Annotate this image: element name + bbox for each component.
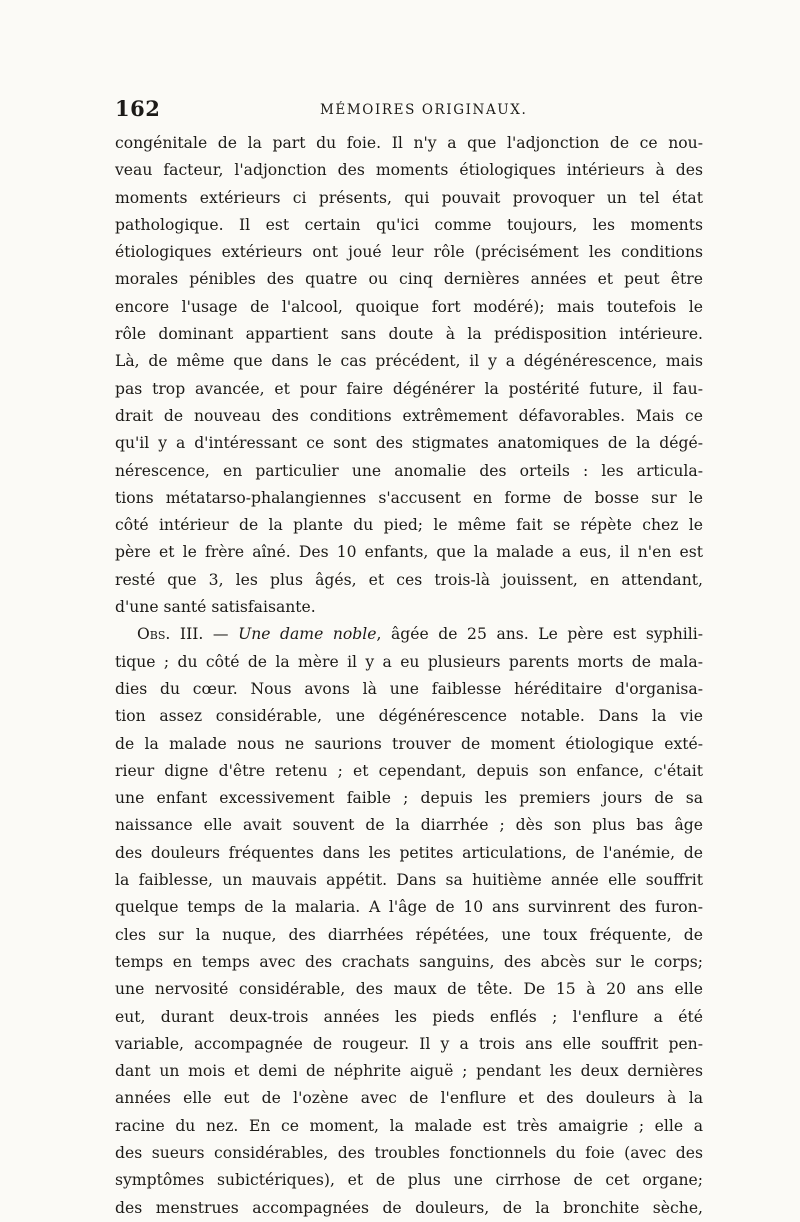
text-line: tique ; du côté de la mère il y a eu plusieurs parents morts de mala- — [115, 652, 703, 671]
text-line: racine du nez. En ce moment, la malade est très amaigrie ; elle a — [115, 1116, 703, 1135]
text-line: dies du cœur. Nous avons là une faiblesse héréditaire d'organisa- — [115, 679, 703, 698]
text-line: des menstrues accompagnées de douleurs, de la bronchite sèche, — [115, 1198, 703, 1217]
text-line: pas trop avancée, et pour faire dégénérer la postérité future, il fau- — [115, 379, 703, 398]
observation-first-line: , âgée de 25 ans. Le père est syphili- — [376, 625, 703, 644]
text-line: resté que 3, les plus âgés, et ces trois-là jouissent, en attendant, — [115, 570, 703, 589]
text-line: une enfant excessivement faible ; depuis les premiers jours de sa — [115, 789, 703, 808]
text-line: cles sur la nuque, des diarrhées répétées, une toux fréquente, de — [115, 925, 703, 944]
text-line: drait de nouveau des conditions extrêmement défavorables. Mais ce — [115, 406, 703, 425]
text-line: côté intérieur de la plante du pied; le même fait se répète chez le — [115, 516, 703, 535]
text-line: variable, accompagnée de rougeur. Il y a trois ans elle souffrit pen- — [115, 1034, 703, 1053]
text-line: nérescence, en particulier une anomalie des orteils : les articula- — [115, 461, 703, 480]
text-line: Là, de même que dans le cas précédent, il y a dégénérescence, mais — [115, 352, 703, 371]
running-title: MÉMOIRES ORIGINAUX. — [320, 102, 528, 118]
observation-subject: Une dame noble — [238, 625, 377, 644]
text-line: symptômes subictériques), et de plus une cirrhose de cet organe; — [115, 1171, 703, 1190]
text-line: congénitale de la part du foie. Il n'y a que l'adjonction de ce nou- — [115, 134, 703, 152]
text-line: étiologiques extérieurs ont joué leur rôle (précisément les conditions — [115, 243, 703, 262]
text-line: père et le frère aîné. Des 10 enfants, que la malade a eus, il n'en est — [115, 543, 703, 562]
em-dash: — — [203, 625, 239, 644]
text-line: années elle eut de l'ozène avec de l'enflure et des douleurs à la — [115, 1089, 703, 1108]
observation-heading-line — [115, 621, 703, 648]
text-line: moments extérieurs ci présents, qui pouvait provoquer un tel état — [115, 188, 703, 207]
text-line: des sueurs considérables, des troubles fonctionnels du foie (avec des — [115, 1143, 703, 1162]
text-line: des douleurs fréquentes dans les petites articulations, de l'anémie, de — [115, 843, 703, 862]
text-line: tion assez considérable, une dégénérescence notable. Dans la vie — [115, 707, 703, 726]
text-line: rôle dominant appartient sans doute à la prédisposition intérieure. — [115, 325, 703, 344]
text-line: temps en temps avec des crachats sanguins, des abcès sur le corps; — [115, 952, 703, 971]
text-line: la faiblesse, un mauvais appétit. Dans sa huitième année elle souffrit — [115, 871, 703, 890]
text-line: eut, durant deux-trois années les pieds enflés ; l'enflure a été — [115, 1007, 703, 1026]
paragraph-end-line: d'une santé satisfaisante. — [115, 598, 316, 617]
text-line: naissance elle avait souvent de la diarrhée ; dès son plus bas âge — [115, 816, 703, 835]
text-line: quelque temps de la malaria. A l'âge de 10 ans survinrent des furon- — [115, 898, 703, 917]
page-header — [115, 96, 705, 128]
text-line: morales pénibles des quatre ou cinq dernières années et peut être — [115, 270, 703, 289]
page-number: 162 — [115, 96, 161, 121]
text-line: encore l'usage de l'alcool, quoique fort modéré); mais toutefois le — [115, 297, 703, 316]
body-text — [115, 130, 703, 1222]
observation-label: Obs. III. — [137, 625, 204, 644]
text-line: une nervosité considérable, des maux de tête. De 15 à 20 ans elle — [115, 980, 703, 999]
text-line: tions métatarso-phalangiennes s'accusent en forme de bosse sur le — [115, 488, 703, 507]
text-line: dant un mois et demi de néphrite aiguë ; pendant les deux dernières — [115, 1062, 703, 1081]
text-line: rieur digne d'être retenu ; et cependant, depuis son enfance, c'était — [115, 761, 703, 780]
text-line: pathologique. Il est certain qu'ici comme toujours, les moments — [115, 215, 703, 234]
text-line: qu'il y a d'intéressant ce sont des stigmates anatomiques de la dégé- — [115, 434, 703, 453]
text-line: de la malade nous ne saurions trouver de moment étiologique exté- — [115, 734, 703, 753]
text-line: veau facteur, l'adjonction des moments étiologiques intérieurs à des — [115, 161, 703, 180]
